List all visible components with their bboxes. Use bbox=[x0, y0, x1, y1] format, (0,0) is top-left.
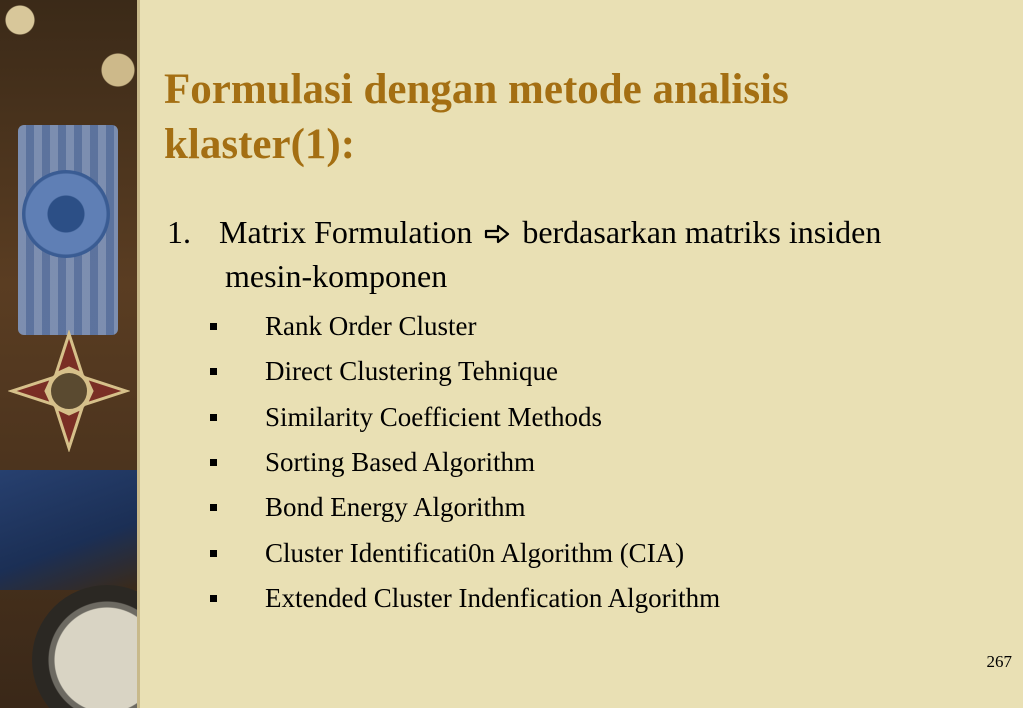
list-item-text: Direct Clustering Tehnique bbox=[265, 356, 559, 387]
item-continuation-text: mesin-komponen bbox=[225, 258, 448, 294]
list-item-text: Extended Cluster Indenfication Algorithm bbox=[265, 582, 721, 613]
compass-graphic bbox=[32, 585, 137, 708]
slide-title: Formulasi dengan metode analisis klaster(1): bbox=[164, 66, 789, 168]
strap-graphic bbox=[0, 470, 137, 590]
rosette-graphic bbox=[22, 170, 110, 258]
list-item-text: Sorting Based Algorithm bbox=[265, 447, 535, 478]
numbered-item bbox=[167, 210, 987, 298]
medal-cross-icon bbox=[8, 330, 130, 452]
bullet-list bbox=[210, 304, 720, 621]
item-number: 1. bbox=[167, 214, 191, 250]
item-lead-text: Matrix Formulation bbox=[219, 214, 473, 250]
list-item-text: Cluster Identificati0n Algorithm (CIA) bbox=[265, 537, 685, 568]
bullet-square-icon bbox=[210, 550, 217, 557]
list-item-text: Bond Energy Algorithm bbox=[265, 492, 526, 523]
list-item bbox=[210, 576, 720, 621]
list-item bbox=[210, 530, 720, 575]
bullet-square-icon bbox=[210, 504, 217, 511]
list-item bbox=[210, 304, 720, 349]
bullet-square-icon bbox=[210, 368, 217, 375]
bullet-square-icon bbox=[210, 414, 217, 421]
item-rest-text: berdasarkan matriks insiden bbox=[522, 214, 882, 250]
list-item bbox=[210, 485, 720, 530]
list-item-text: Similarity Coefficient Methods bbox=[265, 401, 602, 432]
list-item-text: Rank Order Cluster bbox=[265, 311, 477, 342]
bullet-square-icon bbox=[210, 323, 217, 330]
decorative-sidebar-image bbox=[0, 0, 137, 708]
page-number: 267 bbox=[986, 652, 1012, 671]
sidebar-divider bbox=[137, 0, 140, 708]
list-item bbox=[210, 395, 720, 440]
list-item bbox=[210, 349, 720, 394]
list-item bbox=[210, 440, 720, 485]
hollow-right-arrow-icon bbox=[484, 224, 510, 244]
bullet-square-icon bbox=[210, 595, 217, 602]
bullet-square-icon bbox=[210, 459, 217, 466]
